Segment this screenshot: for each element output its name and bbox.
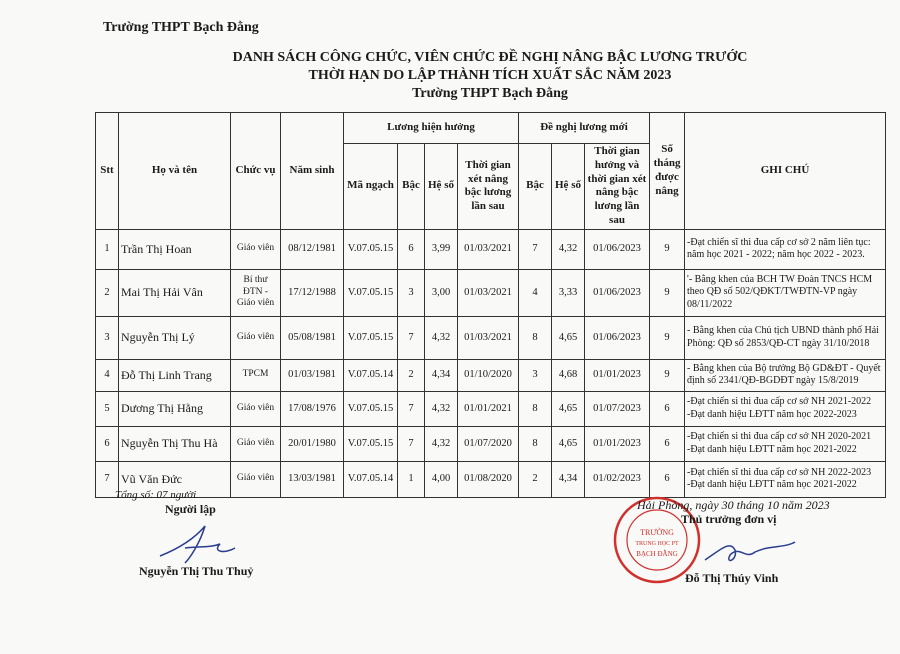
cell-new-time: 01/01/2023 [585, 359, 650, 391]
cell-stt: 3 [96, 316, 119, 359]
cell-note: '- Bằng khen của BCH TW Đoàn TNCS HCM theo QĐ số 502/QĐKT/TWĐTN-VP ngày 08/11/2022 [685, 269, 886, 316]
cell-grade: 7 [398, 426, 425, 461]
cell-stt: 2 [96, 269, 119, 316]
school-name: Trường THPT Bạch Đằng [103, 20, 259, 35]
cell-dob: 08/12/1981 [281, 229, 344, 269]
cell-dob: 05/08/1981 [281, 316, 344, 359]
cell-role: Giáo viên [231, 229, 281, 269]
cell-next: 01/10/2020 [458, 359, 519, 391]
header-proposed-salary: Đề nghị lương mới [519, 113, 650, 144]
cell-next: 01/08/2020 [458, 461, 519, 497]
cell-role: Giáo viên [231, 461, 281, 497]
header-new-grade: Bậc [519, 144, 552, 230]
cell-grade: 7 [398, 316, 425, 359]
cell-stt: 6 [96, 426, 119, 461]
table-row [96, 229, 886, 269]
table-row [96, 461, 886, 497]
header-next-time: Thời gian xét nâng bậc lương lần sau [458, 144, 519, 230]
preparer-title: Người lập [165, 502, 216, 516]
cell-dob: 20/01/1980 [281, 426, 344, 461]
cell-new-grade: 7 [519, 229, 552, 269]
cell-new-grade: 2 [519, 461, 552, 497]
cell-role: TPCM [231, 359, 281, 391]
cell-grade: 3 [398, 269, 425, 316]
header-months: Số tháng được nâng [650, 113, 685, 230]
cell-new-grade: 8 [519, 426, 552, 461]
cell-months: 6 [650, 461, 685, 497]
cell-months: 9 [650, 229, 685, 269]
cell-note: - Bằng khen của Bộ trưởng Bộ GD&ĐT - Quyết định số 2341/QĐ-BGDĐT ngày 15/8/2019 [685, 359, 886, 391]
cell-code: V.07.05.15 [344, 269, 398, 316]
header-new-coef: Hệ số [552, 144, 585, 230]
cell-next: 01/07/2020 [458, 426, 519, 461]
preparer-signature [150, 518, 240, 568]
cell-dob: 17/08/1976 [281, 391, 344, 426]
cell-new-coef: 4,34 [552, 461, 585, 497]
cell-new-coef: 4,32 [552, 229, 585, 269]
cell-role: Giáo viên [231, 316, 281, 359]
title-line-1: DANH SÁCH CÔNG CHỨC, VIÊN CHỨC ĐỀ NGHỊ NÂNG BẬC LƯƠNG TRƯỚC [232, 50, 748, 65]
cell-new-grade: 8 [519, 391, 552, 426]
cell-role: Giáo viên [231, 391, 281, 426]
cell-new-time: 01/07/2023 [585, 391, 650, 426]
title-line-2: THỜI HẠN DO LẬP THÀNH TÍCH XUẤT SẮC NĂM 2023 [308, 68, 672, 83]
cell-coef: 4,32 [425, 391, 458, 426]
header-stt: Stt [96, 113, 119, 230]
cell-stt: 4 [96, 359, 119, 391]
cell-dob: 01/03/1981 [281, 359, 344, 391]
cell-code: V.07.05.15 [344, 316, 398, 359]
table-row [96, 359, 886, 391]
cell-name: Đỗ Thị Linh Trang [119, 359, 231, 391]
head-name: Đỗ Thị Thúy Vinh [685, 571, 779, 585]
cell-name: Trần Thị Hoan [119, 229, 231, 269]
cell-next: 01/03/2021 [458, 269, 519, 316]
cell-new-time: 01/06/2023 [585, 229, 650, 269]
header-coef: Hệ số [425, 144, 458, 230]
cell-coef: 4,34 [425, 359, 458, 391]
cell-coef: 3,99 [425, 229, 458, 269]
header-current-salary: Lương hiện hưởng [344, 113, 519, 144]
cell-new-coef: 4,65 [552, 426, 585, 461]
cell-name: Nguyễn Thị Lý [119, 316, 231, 359]
cell-new-grade: 8 [519, 316, 552, 359]
cell-new-coef: 4,68 [552, 359, 585, 391]
cell-note: - Bằng khen của Chủ tịch UBND thành phố Hải Phòng: QĐ số 2853/QĐ-CT ngày 31/10/2018 [685, 316, 886, 359]
svg-text:TRUNG HỌC PT: TRUNG HỌC PT [635, 541, 679, 547]
cell-stt: 5 [96, 391, 119, 426]
cell-new-time: 01/06/2023 [585, 269, 650, 316]
preparer-name: Nguyễn Thị Thu Thuỷ [139, 564, 254, 578]
total-count: Tổng số: 07 người [115, 489, 197, 501]
cell-name: Nguyễn Thị Thu Hà [119, 426, 231, 461]
cell-note: -Đạt chiến si thi đua cấp cơ sở NH 2020-2021 -Đạt danh hiệu LĐTT năm học 2021-2022 [685, 426, 886, 461]
cell-months: 9 [650, 269, 685, 316]
cell-next: 01/01/2021 [458, 391, 519, 426]
header-note: GHI CHÚ [685, 113, 886, 230]
cell-new-grade: 4 [519, 269, 552, 316]
svg-text:BẠCH ĐẰNG: BẠCH ĐẰNG [636, 550, 678, 558]
cell-months: 9 [650, 316, 685, 359]
cell-months: 6 [650, 426, 685, 461]
cell-coef: 4,32 [425, 316, 458, 359]
header-role: Chức vụ [231, 113, 281, 230]
cell-stt: 1 [96, 229, 119, 269]
cell-note: -Đạt chiến sĩ thi đua cấp cơ sở NH 2022-2023 -Đạt danh hiệu LĐTT năm học 2021-2022 [685, 461, 886, 497]
cell-code: V.07.05.14 [344, 359, 398, 391]
head-signature [700, 530, 800, 575]
cell-note: -Đạt chiến si thi đua cấp cơ sở NH 2021-2022 -Đạt danh hiệu LĐTT năm học 2022-2023 [685, 391, 886, 426]
header-grade: Bậc [398, 144, 425, 230]
cell-new-time: 01/06/2023 [585, 316, 650, 359]
title-line-3: Trường THPT Bạch Đằng [412, 86, 568, 101]
cell-grade: 7 [398, 391, 425, 426]
cell-grade: 1 [398, 461, 425, 497]
cell-code: V.07.05.14 [344, 461, 398, 497]
cell-code: V.07.05.15 [344, 391, 398, 426]
table-row [96, 269, 886, 316]
cell-dob: 13/03/1981 [281, 461, 344, 497]
cell-new-time: 01/01/2023 [585, 426, 650, 461]
signing-date: Hải Phòng, ngày 30 tháng 10 năm 2023 [637, 498, 830, 512]
table-row [96, 391, 886, 426]
cell-name: Vũ Văn Đức [119, 461, 231, 497]
header-new-time: Thời gian hưởng và thời gian xét nâng bậc lương lần sau [585, 144, 650, 230]
cell-dob: 17/12/1988 [281, 269, 344, 316]
cell-months: 9 [650, 359, 685, 391]
header-name: Họ và tên [119, 113, 231, 230]
cell-role: Giáo viên [231, 426, 281, 461]
cell-stt: 7 [96, 461, 119, 497]
cell-new-grade: 3 [519, 359, 552, 391]
cell-code: V.07.05.15 [344, 426, 398, 461]
cell-new-time: 01/02/2023 [585, 461, 650, 497]
svg-text:TRƯỜNG: TRƯỜNG [640, 528, 674, 537]
head-title: Thủ trưởng đơn vị [681, 512, 777, 526]
cell-role: Bí thư ĐTN - Giáo viên [231, 269, 281, 316]
cell-new-coef: 3,33 [552, 269, 585, 316]
cell-coef: 4,00 [425, 461, 458, 497]
table-row [96, 426, 886, 461]
cell-next: 01/03/2021 [458, 229, 519, 269]
table-row [96, 316, 886, 359]
cell-grade: 6 [398, 229, 425, 269]
cell-grade: 2 [398, 359, 425, 391]
cell-coef: 3,00 [425, 269, 458, 316]
header-code: Mã ngạch [344, 144, 398, 230]
cell-months: 6 [650, 391, 685, 426]
header-dob: Năm sinh [281, 113, 344, 230]
cell-note: -Đạt chiến sĩ thi đua cấp cơ sở 2 năm liên tục: năm học 2021 - 2022; năm học 2022 - 2023. [685, 229, 886, 269]
cell-next: 01/03/2021 [458, 316, 519, 359]
cell-code: V.07.05.15 [344, 229, 398, 269]
salary-table [95, 112, 886, 498]
cell-new-coef: 4,65 [552, 391, 585, 426]
cell-new-coef: 4,65 [552, 316, 585, 359]
cell-name: Mai Thị Hải Vân [119, 269, 231, 316]
cell-name: Dương Thị Hằng [119, 391, 231, 426]
cell-coef: 4,32 [425, 426, 458, 461]
